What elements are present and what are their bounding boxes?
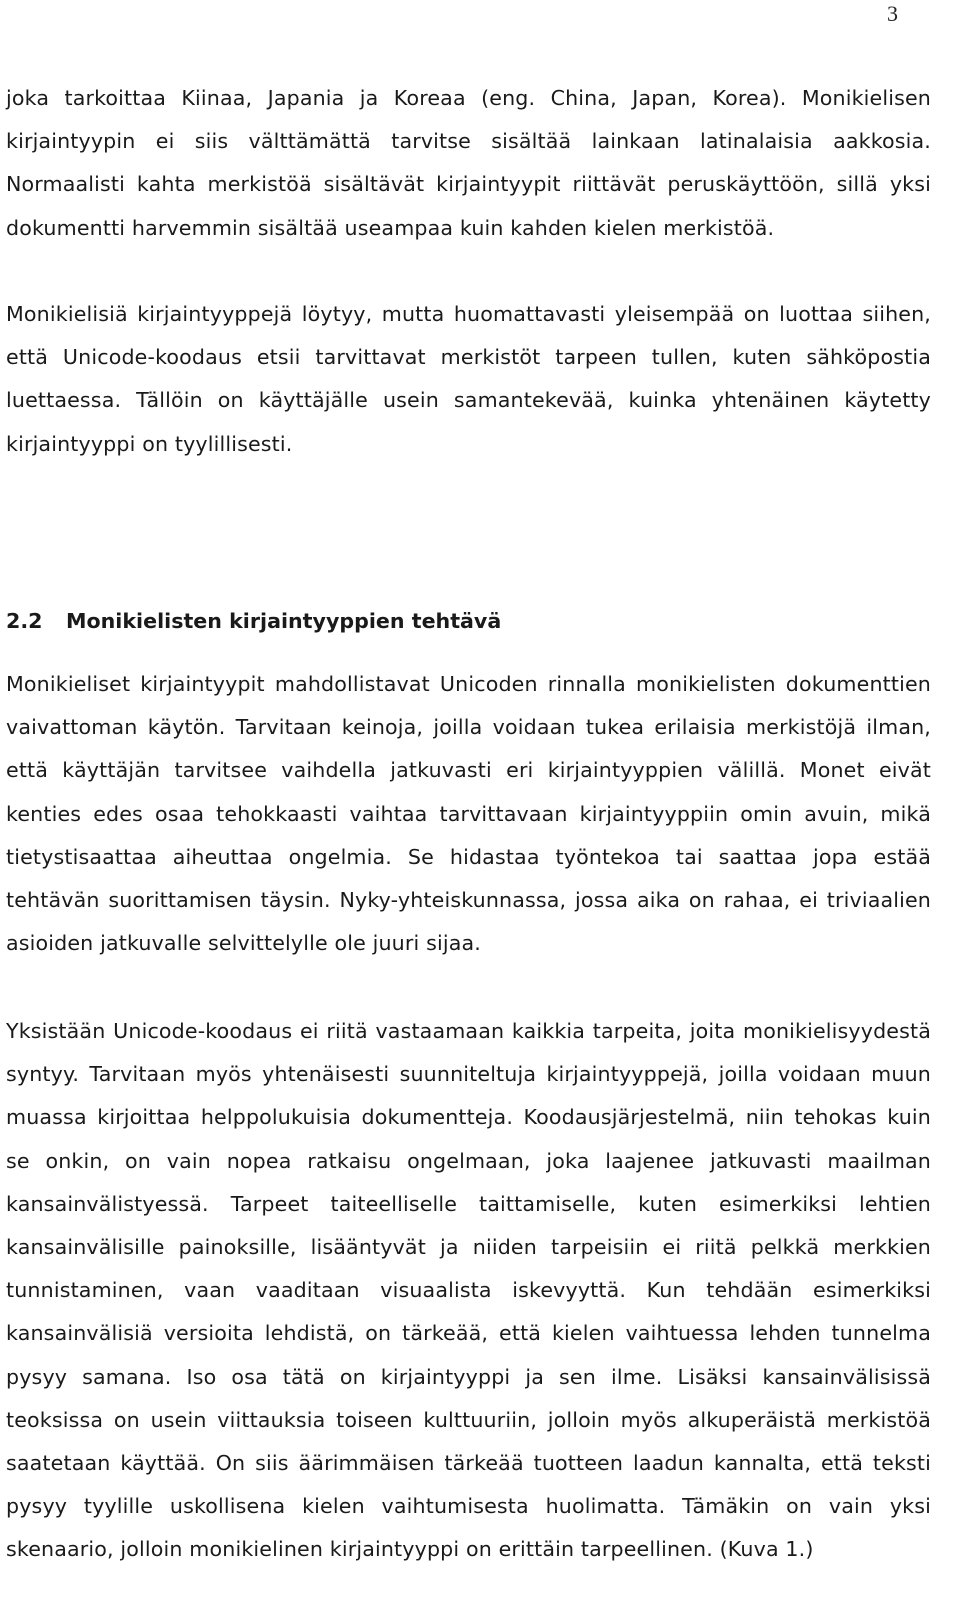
body-paragraph: Yksistään Unicode-koodaus ei riitä vastaamaan kaikkia tarpeita, joita monikielisyydestä syntyy. Tarvitaan myös yhtenäisesti suunniteltuja kirjaintyyppejä, joilla voidaan muun muassa kirjoittaa helppolukuisia dokumentteja. Koodausjärjestelmä, niin tehokas kuin se onkin, on vain nopea ratkaisu ongelmaan, joka laajenee jatkuvasti maailman kansainvälistyessä. Tarpeet taiteelliselle taittamiselle, kuten esimerkiksi lehtien kansainvälisille painoksille, lisääntyvät ja niiden tarpeisiin ei riitä pelkkä merkkien tunnistaminen, vaan vaaditaan visuaalista iskevyyttä. Kun tehdään esimerkiksi kansainvälisiä versioita lehdistä, on tärkeää, että kielen vaihtuessa lehden tunnelma pysyy samana. Iso osa tätä on kirjaintyyppi ja sen ilme. Lisäksi kansainvälisissä teoksissa on usein viittauksia toiseen kulttuuriin, jolloin myös alkuperäistä merkistöä saatetaan käyttää. On siis äärimmäisen tärkeää tuotteen laadun kannalta, että teksti pysyy tyylille uskollisena kielen vaihtumisesta huolimatta. Tämäkin on vain yksi skenaario, jolloin monikielinen kirjaintyyppi on erittäin tarpeellinen. (Kuva 1.) xyxy=(6,1019,931,1562)
body-paragraph: Monikielisiä kirjaintyyppejä löytyy, mutta huomattavasti yleisempää on luottaa siihen, että Unicode-koodaus etsii tarvittavat merkistöt tarpeen tullen, kuten sähköpostia luettaessa. Tällöin on käyttäjälle usein samantekevää, kuinka yhtenäinen käytetty kirjaintyyppi on tyylillisesti. xyxy=(6,302,931,456)
body-paragraph: Monikieliset kirjaintyypit mahdollistavat Unicoden rinnalla monikielisten dokumenttien vaivattoman käytön. Tarvitaan keinoja, joilla voidaan tukea erilaisia merkistöjä ilman, että käyttäjän tarvitsee vaihdella jatkuvasti eri kirjaintyyppien välillä. Monet eivät kenties edes osaa tehokkaasti vaihtaa tarvittavaan kirjaintyyppiin omin avuin, mikä tietystisaattaa aiheuttaa ongelmia. Se hidastaa työntekoa tai saattaa jopa estää tehtävän suorittamisen täysin. Nyky-yhteiskunnassa, jossa aika on rahaa, ei triviaalien asioiden jatkuvalle selvittelylle ole juuri sijaa. xyxy=(6,672,931,956)
body-paragraph: joka tarkoittaa Kiinaa, Japania ja Koreaa (eng. China, Japan, Korea). Monikielisen kirjaintyypin ei siis välttämättä tarvitse sisältää lainkaan latinalaisia aakkosia. Normaalisti kahta merkistöä sisältävät kirjaintyypit riittävät peruskäyttöön, sillä yksi dokumentti harvemmin sisältää useampaa kuin kahden kielen merkistöä. xyxy=(6,86,931,240)
section-heading xyxy=(6,600,931,643)
section-number: 2.2 xyxy=(6,609,43,633)
page-number: 3 xyxy=(887,1,898,26)
section-title: Monikielisten kirjaintyyppien tehtävä xyxy=(66,609,502,633)
